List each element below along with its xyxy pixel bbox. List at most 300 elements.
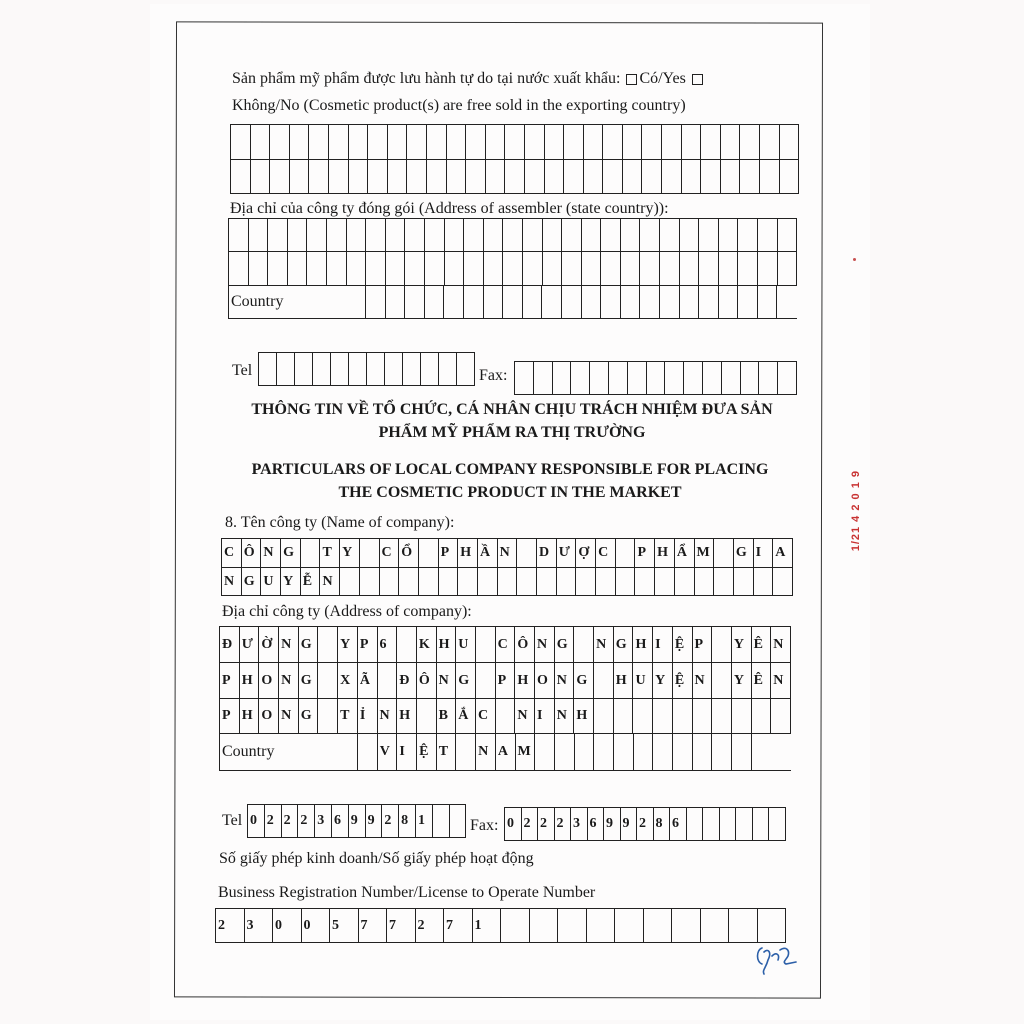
grid-cell[interactable] [594,699,614,733]
grid-cell[interactable] [653,734,673,770]
grid-cell[interactable] [368,125,388,159]
grid-cell[interactable]: Ô [242,539,262,567]
grid-cell[interactable]: P [358,627,378,662]
grid-cell[interactable]: G [299,663,319,698]
grid-cell[interactable] [673,734,693,770]
grid-cell[interactable] [660,286,680,318]
grid-cell[interactable] [503,252,523,285]
grid-cell[interactable] [771,699,791,733]
grid-cell[interactable] [714,568,734,595]
grid-cell[interactable] [640,252,660,285]
grid-cell[interactable] [614,699,634,733]
grid-cell[interactable] [575,734,595,770]
grid-cell[interactable] [290,160,310,193]
grid-cell[interactable] [270,160,290,193]
grid-cell[interactable] [347,252,367,285]
grid-cell[interactable] [693,734,713,770]
grid-cell[interactable]: Ễ [301,568,321,595]
grid-cell[interactable]: H [397,699,417,733]
grid-cell[interactable] [562,219,582,251]
grid-cell[interactable]: 2 [416,909,445,942]
grid-cell[interactable] [758,286,778,318]
grid-cell[interactable] [719,286,739,318]
grid-cell[interactable] [558,909,587,942]
grid-cell[interactable] [545,160,565,193]
grid-cell[interactable] [251,160,271,193]
grid-cell[interactable]: Ệ [673,627,693,662]
grid-cell[interactable]: N [279,663,299,698]
grid-cell[interactable] [699,252,719,285]
grid-cell[interactable]: I [535,699,555,733]
grid-cell[interactable] [403,353,421,385]
grid-cell[interactable] [456,734,476,770]
grid-cell[interactable]: 3 [315,805,332,837]
grid-cell[interactable] [484,219,504,251]
grid-cell[interactable] [616,568,636,595]
grid-cell[interactable] [753,808,770,840]
grid-cell[interactable] [427,125,447,159]
grid-cell[interactable] [621,286,641,318]
grid-cell[interactable] [445,252,465,285]
grid-cell[interactable] [701,125,721,159]
grid-cell[interactable]: C [476,699,496,733]
grid-cell[interactable] [662,160,682,193]
grid-cell[interactable]: H [574,699,594,733]
grid-cell[interactable] [703,808,720,840]
grid-cell[interactable]: N [437,663,457,698]
company-tel-grid[interactable] [247,804,466,838]
grid-cell[interactable] [523,252,543,285]
grid-cell[interactable]: 2 [637,808,654,840]
grid-cell[interactable] [738,286,758,318]
grid-cell[interactable] [712,734,732,770]
grid-cell[interactable] [366,219,386,251]
grid-cell[interactable] [444,286,464,318]
grid-cell[interactable] [327,219,347,251]
grid-cell[interactable]: 0 [273,909,302,942]
grid-cell[interactable]: H [614,663,634,698]
grid-cell[interactable]: I [653,627,673,662]
grid-cell[interactable]: 2 [216,909,245,942]
grid-cell[interactable] [447,125,467,159]
grid-cell[interactable]: N [594,627,614,662]
grid-cell[interactable] [229,252,249,285]
grid-cell[interactable] [662,125,682,159]
grid-cell[interactable] [368,160,388,193]
grid-cell[interactable]: A [496,734,516,770]
yes-checkbox[interactable] [626,74,637,85]
free-sale-grid[interactable] [230,124,799,194]
grid-cell[interactable] [439,353,457,385]
grid-cell[interactable]: N [378,699,398,733]
grid-cell[interactable] [515,362,534,394]
grid-cell[interactable] [714,539,734,567]
grid-cell[interactable]: Ệ [417,734,437,770]
grid-cell[interactable] [268,219,288,251]
grid-cell[interactable] [780,125,800,159]
grid-cell[interactable] [769,808,786,840]
grid-cell[interactable] [590,362,609,394]
grid-cell[interactable]: D [537,539,557,567]
grid-cell[interactable] [545,125,565,159]
no-checkbox[interactable] [692,74,703,85]
grid-cell[interactable] [503,219,523,251]
grid-cell[interactable] [327,252,347,285]
grid-cell[interactable]: H [240,699,260,733]
grid-cell[interactable]: 0 [248,805,265,837]
grid-cell[interactable]: 2 [538,808,555,840]
grid-cell[interactable] [682,160,702,193]
grid-cell[interactable] [484,286,504,318]
grid-cell[interactable] [486,160,506,193]
grid-cell[interactable] [680,252,700,285]
grid-cell[interactable] [720,808,737,840]
grid-cell[interactable] [399,568,419,595]
grid-cell[interactable]: 1 [473,909,502,942]
grid-cell[interactable]: 5 [330,909,359,942]
grid-cell[interactable] [277,353,295,385]
grid-cell[interactable]: Ư [557,539,577,567]
grid-cell[interactable]: Ô [417,663,437,698]
grid-cell[interactable] [701,160,721,193]
grid-cell[interactable]: G [734,539,754,567]
grid-cell[interactable] [445,219,465,251]
grid-cell[interactable]: Ã [358,663,378,698]
grid-cell[interactable] [594,734,614,770]
grid-cell[interactable] [601,219,621,251]
grid-cell[interactable] [329,160,349,193]
grid-cell[interactable]: B [437,699,457,733]
grid-cell[interactable] [288,252,308,285]
grid-cell[interactable] [517,539,537,567]
grid-cell[interactable]: C [496,627,516,662]
grid-cell[interactable]: G [456,663,476,698]
grid-cell[interactable]: 8 [399,805,416,837]
grid-cell[interactable] [721,160,741,193]
grid-cell[interactable]: K [417,627,437,662]
grid-cell[interactable] [380,568,400,595]
grid-cell[interactable] [358,734,378,770]
grid-cell[interactable]: X [338,663,358,698]
grid-cell[interactable] [419,568,439,595]
grid-cell[interactable]: N [771,627,791,662]
grid-cell[interactable]: G [299,699,319,733]
grid-cell[interactable] [740,160,760,193]
grid-cell[interactable] [366,252,386,285]
grid-cell[interactable]: Ợ [576,539,596,567]
grid-cell[interactable] [360,539,380,567]
grid-cell[interactable] [318,627,338,662]
grid-cell[interactable]: 7 [444,909,473,942]
grid-cell[interactable] [405,219,425,251]
grid-cell[interactable]: 9 [349,805,366,837]
grid-cell[interactable] [405,252,425,285]
grid-cell[interactable]: T [437,734,457,770]
grid-cell[interactable] [318,663,338,698]
grid-cell[interactable]: G [614,627,634,662]
grid-cell[interactable] [505,160,525,193]
grid-cell[interactable] [778,362,797,394]
grid-cell[interactable] [564,160,584,193]
grid-cell[interactable]: U [633,663,653,698]
grid-cell[interactable]: Y [338,627,358,662]
grid-cell[interactable]: T [320,539,340,567]
grid-cell[interactable]: Ư [240,627,260,662]
grid-cell[interactable] [535,734,555,770]
grid-cell[interactable]: Ê [752,627,772,662]
grid-cell[interactable]: Ệ [673,663,693,698]
grid-cell[interactable] [476,627,496,662]
grid-cell[interactable] [712,663,732,698]
grid-cell[interactable]: Ờ [259,627,279,662]
grid-cell[interactable] [386,219,406,251]
grid-cell[interactable] [758,252,778,285]
grid-cell[interactable]: H [655,539,675,567]
grid-cell[interactable] [231,160,251,193]
grid-cell[interactable] [778,219,798,251]
grid-cell[interactable] [313,353,331,385]
grid-cell[interactable]: 7 [359,909,388,942]
grid-cell[interactable] [397,627,417,662]
grid-cell[interactable]: N [555,699,575,733]
grid-cell[interactable] [699,219,719,251]
grid-cell[interactable] [628,362,647,394]
grid-cell[interactable] [340,568,360,595]
grid-cell[interactable] [557,568,577,595]
grid-cell[interactable] [478,568,498,595]
grid-cell[interactable] [712,627,732,662]
grid-cell[interactable] [433,805,450,837]
grid-cell[interactable] [675,568,695,595]
grid-cell[interactable]: N [555,663,575,698]
grid-cell[interactable] [760,125,780,159]
grid-cell[interactable] [388,160,408,193]
grid-cell[interactable] [450,805,467,837]
grid-cell[interactable]: 9 [366,805,383,837]
grid-cell[interactable]: P [439,539,459,567]
grid-cell[interactable]: G [574,663,594,698]
grid-cell[interactable]: Ẩ [675,539,695,567]
grid-cell[interactable] [270,125,290,159]
grid-cell[interactable] [712,699,732,733]
grid-cell[interactable] [525,160,545,193]
grid-cell[interactable] [318,699,338,733]
grid-cell[interactable] [425,219,445,251]
grid-cell[interactable] [684,362,703,394]
grid-cell[interactable] [564,125,584,159]
grid-cell[interactable]: N [320,568,340,595]
grid-cell[interactable] [349,125,369,159]
grid-cell[interactable] [476,663,496,698]
grid-cell[interactable] [582,286,602,318]
grid-cell[interactable] [386,252,406,285]
grid-cell[interactable] [660,252,680,285]
grid-cell[interactable] [543,219,563,251]
grid-cell[interactable]: 9 [604,808,621,840]
grid-cell[interactable]: 3 [245,909,274,942]
company-address-grid[interactable] [219,626,791,771]
grid-cell[interactable]: Y [732,627,752,662]
grid-cell[interactable]: G [242,568,262,595]
grid-cell[interactable] [295,353,313,385]
grid-cell[interactable]: 2 [555,808,572,840]
grid-cell[interactable] [594,663,614,698]
grid-cell[interactable] [309,125,329,159]
grid-cell[interactable] [672,909,701,942]
grid-cell[interactable]: 6 [670,808,687,840]
grid-cell[interactable] [640,286,660,318]
grid-cell[interactable] [542,286,562,318]
grid-cell[interactable] [773,568,793,595]
grid-cell[interactable]: H [240,663,260,698]
grid-cell[interactable]: O [259,663,279,698]
company-fax-grid[interactable] [504,807,786,841]
grid-cell[interactable] [719,252,739,285]
grid-cell[interactable] [458,568,478,595]
grid-cell[interactable]: 0 [505,808,522,840]
grid-cell[interactable] [601,286,621,318]
grid-cell[interactable] [486,125,506,159]
grid-cell[interactable] [721,125,741,159]
grid-cell[interactable] [530,909,559,942]
grid-cell[interactable]: C [222,539,242,567]
grid-cell[interactable] [543,252,563,285]
grid-cell[interactable]: 2 [298,805,315,837]
grid-cell[interactable] [752,699,772,733]
grid-cell[interactable]: 3 [571,808,588,840]
grid-cell[interactable] [386,286,406,318]
grid-cell[interactable]: Ầ [478,539,498,567]
grid-cell[interactable] [349,160,369,193]
grid-cell[interactable] [457,353,475,385]
grid-cell[interactable] [484,252,504,285]
grid-cell[interactable]: 0 [302,909,331,942]
grid-cell[interactable] [249,252,269,285]
grid-cell[interactable] [439,568,459,595]
grid-cell[interactable]: Ỉ [358,699,378,733]
grid-cell[interactable] [555,734,575,770]
grid-cell[interactable] [307,252,327,285]
grid-cell[interactable] [734,568,754,595]
grid-cell[interactable]: G [281,539,301,567]
grid-cell[interactable]: N [515,699,535,733]
grid-cell[interactable]: T [338,699,358,733]
grid-cell[interactable]: N [771,663,791,698]
grid-cell[interactable] [562,252,582,285]
grid-cell[interactable]: 7 [387,909,416,942]
grid-cell[interactable] [421,353,439,385]
grid-cell[interactable] [738,252,758,285]
grid-cell[interactable] [268,252,288,285]
grid-cell[interactable]: 6 [588,808,605,840]
grid-cell[interactable] [419,539,439,567]
grid-cell[interactable] [447,160,467,193]
grid-cell[interactable] [466,160,486,193]
grid-cell[interactable]: I [397,734,417,770]
grid-cell[interactable] [417,699,437,733]
grid-cell[interactable] [388,125,408,159]
grid-cell[interactable]: 2 [522,808,539,840]
grid-cell[interactable]: M [516,734,536,770]
grid-cell[interactable] [464,286,484,318]
grid-cell[interactable] [722,362,741,394]
grid-cell[interactable] [623,125,643,159]
assembler-tel-grid[interactable] [258,352,475,386]
grid-cell[interactable] [503,286,523,318]
grid-cell[interactable] [349,353,367,385]
grid-cell[interactable] [367,353,385,385]
grid-cell[interactable]: V [378,734,398,770]
grid-cell[interactable] [665,362,684,394]
grid-cell[interactable] [621,219,641,251]
assembler-fax-grid[interactable] [514,361,797,395]
grid-cell[interactable]: C [380,539,400,567]
grid-cell[interactable] [407,160,427,193]
grid-cell[interactable]: Y [340,539,360,567]
grid-cell[interactable] [259,353,277,385]
grid-cell[interactable]: G [555,627,575,662]
grid-cell[interactable] [229,219,249,251]
grid-cell[interactable] [732,734,752,770]
grid-cell[interactable] [553,362,572,394]
grid-cell[interactable] [642,125,662,159]
grid-cell[interactable] [642,160,662,193]
grid-cell[interactable] [329,125,349,159]
grid-cell[interactable]: C [596,539,616,567]
grid-cell[interactable] [523,286,543,318]
grid-cell[interactable] [682,125,702,159]
grid-cell[interactable] [738,219,758,251]
grid-cell[interactable]: H [437,627,457,662]
grid-cell[interactable] [582,219,602,251]
grid-cell[interactable]: Ê [752,663,772,698]
grid-cell[interactable]: 2 [382,805,399,837]
grid-cell[interactable] [609,362,628,394]
assembler-address-grid[interactable] [228,218,797,319]
grid-cell[interactable] [640,219,660,251]
grid-cell[interactable] [584,125,604,159]
grid-cell[interactable]: A [773,539,793,567]
grid-cell[interactable] [534,362,553,394]
grid-cell[interactable] [427,160,447,193]
grid-cell[interactable] [366,286,386,318]
grid-cell[interactable] [603,160,623,193]
grid-cell[interactable] [231,125,251,159]
grid-cell[interactable] [680,219,700,251]
grid-cell[interactable] [249,219,269,251]
grid-cell[interactable] [584,160,604,193]
grid-cell[interactable]: P [693,627,713,662]
grid-cell[interactable]: 6 [332,805,349,837]
grid-cell[interactable] [634,734,654,770]
grid-cell[interactable]: U [261,568,281,595]
grid-cell[interactable] [525,125,545,159]
grid-cell[interactable] [699,286,719,318]
grid-cell[interactable] [290,125,310,159]
grid-cell[interactable] [660,219,680,251]
grid-cell[interactable] [331,353,349,385]
grid-cell[interactable] [301,539,321,567]
grid-cell[interactable] [759,362,778,394]
grid-cell[interactable] [754,568,774,595]
grid-cell[interactable] [587,909,616,942]
grid-cell[interactable] [653,699,673,733]
grid-cell[interactable]: O [259,699,279,733]
grid-cell[interactable] [574,627,594,662]
grid-cell[interactable] [603,125,623,159]
grid-cell[interactable] [537,568,557,595]
grid-cell[interactable] [623,160,643,193]
